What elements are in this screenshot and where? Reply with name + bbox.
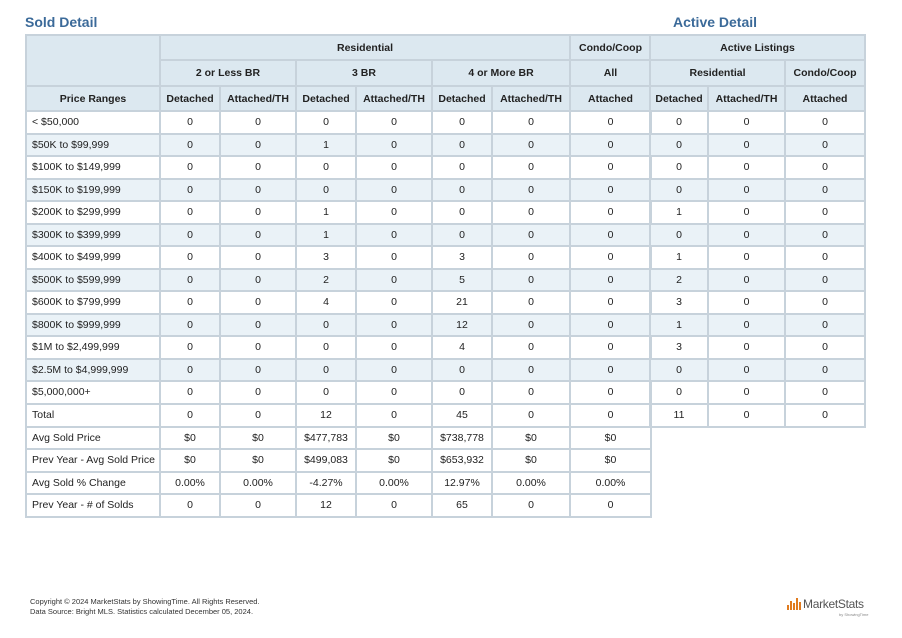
row-label: $1M to $2,499,999	[26, 336, 160, 359]
value-cell: 21	[432, 291, 492, 314]
value-cell: 0	[570, 404, 651, 427]
value-cell: 0	[160, 291, 220, 314]
row-label: $50K to $99,999	[26, 134, 160, 157]
value-cell: 4	[432, 336, 492, 359]
active-row	[650, 314, 865, 337]
active-row	[650, 359, 865, 382]
value-cell: 0	[492, 246, 570, 269]
value-cell: $477,783	[296, 427, 356, 450]
value-cell: 1	[650, 201, 708, 224]
value-cell: 0	[570, 134, 651, 157]
row-label: $2.5M to $4,999,999	[26, 359, 160, 382]
row-label: $800K to $999,999	[26, 314, 160, 337]
row-label: < $50,000	[26, 111, 160, 134]
value-cell: $0	[160, 449, 220, 472]
value-cell: 0	[160, 336, 220, 359]
value-cell: 1	[650, 314, 708, 337]
value-cell: 0	[356, 291, 432, 314]
value-cell: 0	[356, 246, 432, 269]
value-cell: 1	[296, 201, 356, 224]
value-cell: 0	[160, 134, 220, 157]
value-cell: 0	[220, 314, 296, 337]
value-cell: 0	[708, 224, 785, 247]
stats-row	[26, 427, 651, 450]
stats-row	[26, 472, 651, 495]
value-cell: $0	[356, 427, 432, 450]
value-cell: 0	[708, 336, 785, 359]
value-cell: 0	[220, 336, 296, 359]
value-cell: 0	[708, 381, 785, 404]
value-cell: 0	[570, 179, 651, 202]
active-row	[650, 336, 865, 359]
active-row	[650, 291, 865, 314]
value-cell: 0	[492, 224, 570, 247]
value-cell: 5	[432, 269, 492, 292]
value-cell: 12	[432, 314, 492, 337]
value-cell: 0	[570, 336, 651, 359]
value-cell: 0	[785, 359, 865, 382]
value-cell: 0	[492, 404, 570, 427]
price-range-row	[26, 269, 651, 292]
marketstats-logo	[787, 597, 869, 617]
value-cell: 0	[356, 179, 432, 202]
active-row	[650, 224, 865, 247]
value-cell: 0	[296, 156, 356, 179]
active-body	[650, 111, 865, 427]
value-cell: 0	[492, 111, 570, 134]
logo-subtext: by ShowingTime	[839, 612, 869, 617]
price-range-row	[26, 381, 651, 404]
value-cell: 0	[220, 179, 296, 202]
value-cell: 0	[160, 111, 220, 134]
value-cell: 0	[220, 381, 296, 404]
value-cell: 0	[160, 359, 220, 382]
value-cell: 1	[296, 134, 356, 157]
value-cell: 0	[160, 246, 220, 269]
header-attached-th: Attached/TH	[220, 86, 296, 111]
value-cell: 0	[570, 291, 651, 314]
active-row	[650, 156, 865, 179]
header-2-or-less-br: 2 or Less BR	[160, 60, 296, 86]
value-cell: 45	[432, 404, 492, 427]
value-cell: 0	[708, 404, 785, 427]
value-cell: 0	[492, 134, 570, 157]
active-row	[650, 134, 865, 157]
value-cell: 0	[650, 134, 708, 157]
header-residential: Residential	[650, 60, 785, 86]
price-range-row	[26, 291, 651, 314]
value-cell: $0	[570, 427, 651, 450]
value-cell: 0	[785, 246, 865, 269]
value-cell: 0	[220, 269, 296, 292]
value-cell: 0	[356, 381, 432, 404]
value-cell: 0	[220, 404, 296, 427]
value-cell: 0	[296, 381, 356, 404]
value-cell: 0	[432, 111, 492, 134]
value-cell: 0	[432, 359, 492, 382]
value-cell: -4.27%	[296, 472, 356, 495]
row-label: $600K to $799,999	[26, 291, 160, 314]
value-cell: 0	[492, 314, 570, 337]
value-cell: 0	[432, 381, 492, 404]
active-row	[650, 111, 865, 134]
value-cell: 0	[785, 291, 865, 314]
value-cell: 12	[296, 404, 356, 427]
header-detached: Detached	[160, 86, 220, 111]
price-range-row	[26, 111, 651, 134]
value-cell: 0	[650, 359, 708, 382]
value-cell: $0	[356, 449, 432, 472]
total-row	[26, 404, 651, 427]
value-cell: 12.97%	[432, 472, 492, 495]
row-label: $500K to $599,999	[26, 269, 160, 292]
value-cell: 0	[570, 246, 651, 269]
value-cell: 0.00%	[492, 472, 570, 495]
active-row	[650, 179, 865, 202]
value-cell: 0	[570, 269, 651, 292]
value-cell: 0.00%	[160, 472, 220, 495]
value-cell: 0	[650, 179, 708, 202]
value-cell: 0.00%	[570, 472, 651, 495]
header-3-br: 3 BR	[296, 60, 432, 86]
active-row	[650, 201, 865, 224]
value-cell: 0	[650, 156, 708, 179]
value-cell: 0.00%	[220, 472, 296, 495]
sold-detail-title: Sold Detail	[25, 14, 98, 30]
value-cell: 0	[220, 291, 296, 314]
value-cell: 0	[220, 494, 296, 517]
value-cell: 0	[708, 359, 785, 382]
value-cell: $0	[220, 427, 296, 450]
value-cell: 0	[492, 179, 570, 202]
row-label: $100K to $149,999	[26, 156, 160, 179]
active-detail-table	[649, 34, 866, 428]
value-cell: 1	[296, 224, 356, 247]
value-cell: 0	[432, 201, 492, 224]
value-cell: 0	[785, 134, 865, 157]
header-detached: Detached	[650, 86, 708, 111]
value-cell: 4	[296, 291, 356, 314]
value-cell: 65	[432, 494, 492, 517]
value-cell: 0	[492, 269, 570, 292]
value-cell: 0	[570, 314, 651, 337]
value-cell: 0	[785, 269, 865, 292]
header-detached: Detached	[432, 86, 492, 111]
value-cell: 0	[220, 359, 296, 382]
value-cell: 0	[570, 111, 651, 134]
header-attached: Attached	[570, 86, 651, 111]
header-price-ranges: Price Ranges	[26, 86, 160, 111]
value-cell: 0	[785, 314, 865, 337]
row-label: $200K to $299,999	[26, 201, 160, 224]
price-range-row	[26, 246, 651, 269]
value-cell: 0	[708, 269, 785, 292]
value-cell: 3	[296, 246, 356, 269]
value-cell: 0	[160, 494, 220, 517]
value-cell: 2	[650, 269, 708, 292]
value-cell: 0	[785, 111, 865, 134]
active-row	[650, 381, 865, 404]
price-range-row	[26, 134, 651, 157]
value-cell: 0	[708, 291, 785, 314]
price-range-row	[26, 224, 651, 247]
value-cell: 0	[785, 179, 865, 202]
price-range-row	[26, 359, 651, 382]
active-total-row	[650, 404, 865, 427]
value-cell: 0	[160, 314, 220, 337]
sold-body	[26, 111, 651, 517]
value-cell: 0	[708, 134, 785, 157]
price-range-row	[26, 179, 651, 202]
value-cell: 0	[570, 494, 651, 517]
value-cell: 0	[160, 201, 220, 224]
value-cell: 0	[708, 201, 785, 224]
value-cell: 0	[356, 134, 432, 157]
value-cell: 0	[160, 269, 220, 292]
value-cell: 0	[492, 359, 570, 382]
row-label: Avg Sold % Change	[26, 472, 160, 495]
header-attached-th: Attached/TH	[708, 86, 785, 111]
value-cell: 0	[570, 381, 651, 404]
value-cell: 0	[356, 224, 432, 247]
header-blank-cell	[26, 35, 160, 86]
row-label: $5,000,000+	[26, 381, 160, 404]
value-cell: 0	[492, 201, 570, 224]
value-cell: 0	[356, 359, 432, 382]
value-cell: 0	[356, 494, 432, 517]
value-cell: 0	[570, 359, 651, 382]
header-active-listings: Active Listings	[650, 35, 865, 60]
value-cell: 0	[160, 381, 220, 404]
active-detail-title: Active Detail	[673, 14, 758, 30]
value-cell: 0	[220, 224, 296, 247]
row-label: $150K to $199,999	[26, 179, 160, 202]
value-cell: 0	[785, 156, 865, 179]
value-cell: 0	[650, 111, 708, 134]
value-cell: 0	[356, 156, 432, 179]
header-residential: Residential	[160, 35, 570, 60]
value-cell: 0	[296, 111, 356, 134]
value-cell: 0	[356, 269, 432, 292]
value-cell: 0	[160, 156, 220, 179]
header-condo-coop: Condo/Coop	[570, 35, 651, 60]
value-cell: 0	[220, 156, 296, 179]
value-cell: 0.00%	[356, 472, 432, 495]
value-cell: 0	[492, 156, 570, 179]
row-label: Prev Year - Avg Sold Price	[26, 449, 160, 472]
value-cell: 1	[650, 246, 708, 269]
price-range-row	[26, 201, 651, 224]
value-cell: 0	[296, 179, 356, 202]
value-cell: 0	[708, 246, 785, 269]
stats-row	[26, 449, 651, 472]
value-cell: 3	[650, 336, 708, 359]
value-cell: 0	[296, 314, 356, 337]
value-cell: 0	[570, 224, 651, 247]
value-cell: 0	[492, 336, 570, 359]
sold-detail-table	[25, 34, 652, 518]
value-cell: $738,778	[432, 427, 492, 450]
value-cell: 0	[785, 201, 865, 224]
value-cell: 3	[650, 291, 708, 314]
value-cell: 0	[492, 291, 570, 314]
value-cell: 0	[220, 134, 296, 157]
value-cell: 0	[708, 179, 785, 202]
row-label: $400K to $499,999	[26, 246, 160, 269]
value-cell: 0	[432, 179, 492, 202]
value-cell: 0	[220, 111, 296, 134]
value-cell: 0	[432, 224, 492, 247]
value-cell: 0	[708, 156, 785, 179]
value-cell: 0	[492, 381, 570, 404]
value-cell: 0	[708, 314, 785, 337]
value-cell: 0	[785, 336, 865, 359]
value-cell: 0	[220, 201, 296, 224]
price-range-row	[26, 314, 651, 337]
value-cell: $499,083	[296, 449, 356, 472]
price-range-row	[26, 156, 651, 179]
row-label: $300K to $399,999	[26, 224, 160, 247]
copyright-text: Copyright © 2024 MarketStats by ShowingTime. All Rights Reserved.	[30, 597, 260, 606]
header-attached-th: Attached/TH	[356, 86, 432, 111]
value-cell: 3	[432, 246, 492, 269]
value-cell: $0	[492, 449, 570, 472]
value-cell: $0	[220, 449, 296, 472]
value-cell: $653,932	[432, 449, 492, 472]
value-cell: 0	[570, 201, 651, 224]
row-label: Avg Sold Price	[26, 427, 160, 450]
value-cell: 0	[650, 224, 708, 247]
value-cell: $0	[160, 427, 220, 450]
value-cell: 0	[160, 179, 220, 202]
value-cell: 0	[356, 201, 432, 224]
header-attached: Attached	[785, 86, 865, 111]
value-cell: 0	[296, 359, 356, 382]
logo-text: MarketStats	[803, 597, 864, 611]
bar-chart-icon	[787, 598, 801, 610]
value-cell: 0	[650, 381, 708, 404]
value-cell: 0	[160, 404, 220, 427]
value-cell: 2	[296, 269, 356, 292]
value-cell: $0	[492, 427, 570, 450]
active-row	[650, 246, 865, 269]
price-range-row	[26, 336, 651, 359]
header-4-or-more-br: 4 or More BR	[432, 60, 570, 86]
value-cell: 0	[296, 336, 356, 359]
value-cell: 0	[492, 494, 570, 517]
data-source-text: Data Source: Bright MLS. Statistics calculated December 05, 2024.	[30, 607, 254, 616]
active-row	[650, 269, 865, 292]
value-cell: 11	[650, 404, 708, 427]
header-all: All	[570, 60, 651, 86]
value-cell: 0	[432, 156, 492, 179]
row-label: Prev Year - # of Solds	[26, 494, 160, 517]
header-attached-th: Attached/TH	[492, 86, 570, 111]
stats-row	[26, 494, 651, 517]
header-condo-coop: Condo/Coop	[785, 60, 865, 86]
value-cell: $0	[570, 449, 651, 472]
header-detached: Detached	[296, 86, 356, 111]
value-cell: 0	[785, 381, 865, 404]
row-label: Total	[26, 404, 160, 427]
value-cell: 0	[356, 111, 432, 134]
value-cell: 0	[356, 336, 432, 359]
value-cell: 0	[432, 134, 492, 157]
value-cell: 0	[160, 224, 220, 247]
value-cell: 0	[570, 156, 651, 179]
value-cell: 0	[785, 224, 865, 247]
value-cell: 0	[785, 404, 865, 427]
value-cell: 0	[220, 246, 296, 269]
value-cell: 0	[356, 404, 432, 427]
value-cell: 0	[356, 314, 432, 337]
value-cell: 0	[708, 111, 785, 134]
value-cell: 12	[296, 494, 356, 517]
